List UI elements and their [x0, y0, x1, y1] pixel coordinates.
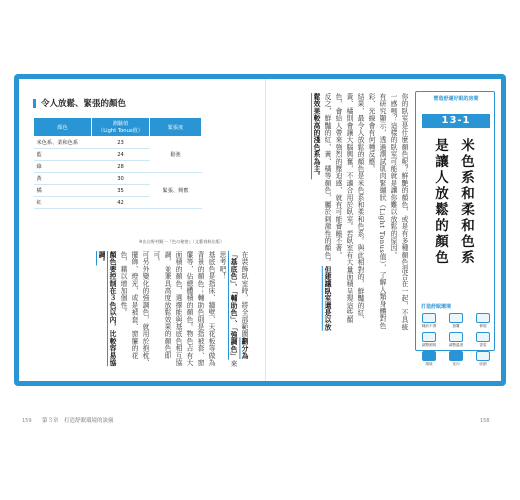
table-source-note: ※出自野村順一『色の秘密』（文藝春秋出版） [139, 239, 225, 244]
icon-item [444, 332, 468, 348]
level-relax: 鬆弛 [150, 137, 202, 173]
icon-item [471, 351, 495, 367]
bed-icon [422, 351, 436, 361]
aroma-icon [476, 332, 490, 342]
row-value: 28 [92, 161, 150, 173]
color-table [33, 117, 202, 209]
icon-label: 收納 [479, 362, 487, 366]
row-value: 30 [92, 173, 150, 185]
section-title-line-1: 米色系和柔和色系 [458, 138, 474, 266]
body-highlight: 劃分為「基底色」、「輔助色」、「強調色」 [229, 251, 248, 360]
body-paragraph: 來思考吧！ [218, 251, 237, 368]
body-paragraph: 結果，最令人放鬆的顏色是米色系和柔和色系。與此相對的，鮮豔的紅、黃、橘則會讓大腦興奮，不適合用於臥室。若臥室有大量面積呈現這些顏色，會給人帶來強烈的壓迫感，就有可能會睡不著。 [334, 93, 364, 324]
thermometer-icon [449, 332, 463, 342]
section-number: 13-1 [422, 114, 490, 128]
phone-icon [422, 313, 436, 323]
lamp-icon [422, 332, 436, 342]
curtain-icon [449, 313, 463, 323]
storage-icon [476, 351, 490, 361]
stretch-icon [476, 313, 490, 323]
left-body-text [97, 251, 249, 369]
right-body-text [281, 93, 409, 333]
row-value: 35 [92, 185, 150, 197]
row-color-name: 橘 [34, 185, 92, 197]
chapter-label: 第３章 打造舒眠環境的訣竅 [42, 418, 114, 424]
icon-item [417, 351, 441, 367]
body-paragraph: 有研究顯示，透過測試肌肉緊繃狀（Light Tonus值），了解人類身體對色彩、光線會有何種反應。 [367, 93, 386, 330]
level-tense: 緊張、興奮 [150, 173, 202, 209]
table-header-value: 測驗值 （Light Tonus值） [92, 118, 150, 137]
icon-label: 伸展 [479, 324, 487, 328]
row-color-name: 米色系、柔和色系 [34, 137, 92, 149]
row-value: 42 [92, 197, 150, 209]
icon-label: 調整照明 [421, 343, 437, 347]
icon-label: 調整溫度 [448, 343, 464, 347]
section-title-box [415, 91, 495, 351]
icon-item [417, 313, 441, 329]
row-value: 24 [92, 149, 150, 161]
body-paragraph: 在裝飾臥室時，將全部範圍 [240, 251, 248, 338]
icons-title: 打造舒眠環境 [421, 304, 452, 310]
section-tag: 營造舒適好眠的房間 [433, 96, 479, 102]
page-number-right: 158 [480, 418, 490, 424]
page-number-left: 159 [22, 418, 32, 424]
row-color-name: 藍 [34, 149, 92, 161]
page-gutter [265, 79, 266, 381]
icon-label: 環境 [425, 362, 433, 366]
section-title-line-2: 是讓人放鬆的顏色 [432, 138, 448, 266]
room-icon [449, 351, 463, 361]
icon-grid [417, 313, 495, 367]
icon-label: 香氛 [479, 343, 487, 347]
icon-item [444, 351, 468, 367]
body-paragraph: 你的臥室是什麼顏色呢？鮮艷的顏色，或是有多種顏色混合在一起，不具統一感嗎？這樣的臥室可能就是讓你難以放鬆的原因。 [389, 93, 408, 331]
icon-label: 窗簾 [452, 324, 460, 328]
body-highlight: 但建議臥室還是以放鬆效果較高的淺色系為主。 [312, 93, 331, 331]
table-title: 令人放鬆、緊張的顏色 [41, 99, 127, 109]
row-value: 23 [92, 137, 150, 149]
body-paragraph: 基底色是指床、牆壁、天花板等做為背景的顏色；輔助色則是指被套、窗簾等，佔總體積的顏色。 [185, 251, 215, 367]
row-color-name: 紅 [34, 197, 92, 209]
icon-label: 睡前不滑 [421, 324, 437, 328]
row-color-name: 綠 [34, 161, 92, 173]
body-paragraph: 可另外變化的強調色，就用於抱枕、擺飾、燈光，或是被套、窗簾的花色，藉以增加個性。 [119, 251, 149, 367]
body-paragraph: 物色占有大面積的顏色，選擇能與基底色相互協調，並兼具高度放鬆效果的顏色即可。 [152, 251, 193, 367]
icon-label: 室內 [452, 362, 460, 366]
table-row [34, 173, 202, 185]
icon-item [471, 313, 495, 329]
body-paragraph: 反之，鮮豔的紅、黃、橘等顏色，屬於刺激性的顏色。 [323, 93, 331, 266]
body-highlight: 顏色要控制在３色以內，比較容易協調。 [97, 251, 116, 367]
table-header-color: 顏色 [34, 118, 92, 137]
book-spread [14, 74, 506, 386]
icon-item [471, 332, 495, 348]
table-row [34, 137, 202, 149]
icon-item [444, 313, 468, 329]
row-color-name: 黃 [34, 173, 92, 185]
icon-item [417, 332, 441, 348]
table-header-level: 緊張度 [150, 118, 202, 137]
